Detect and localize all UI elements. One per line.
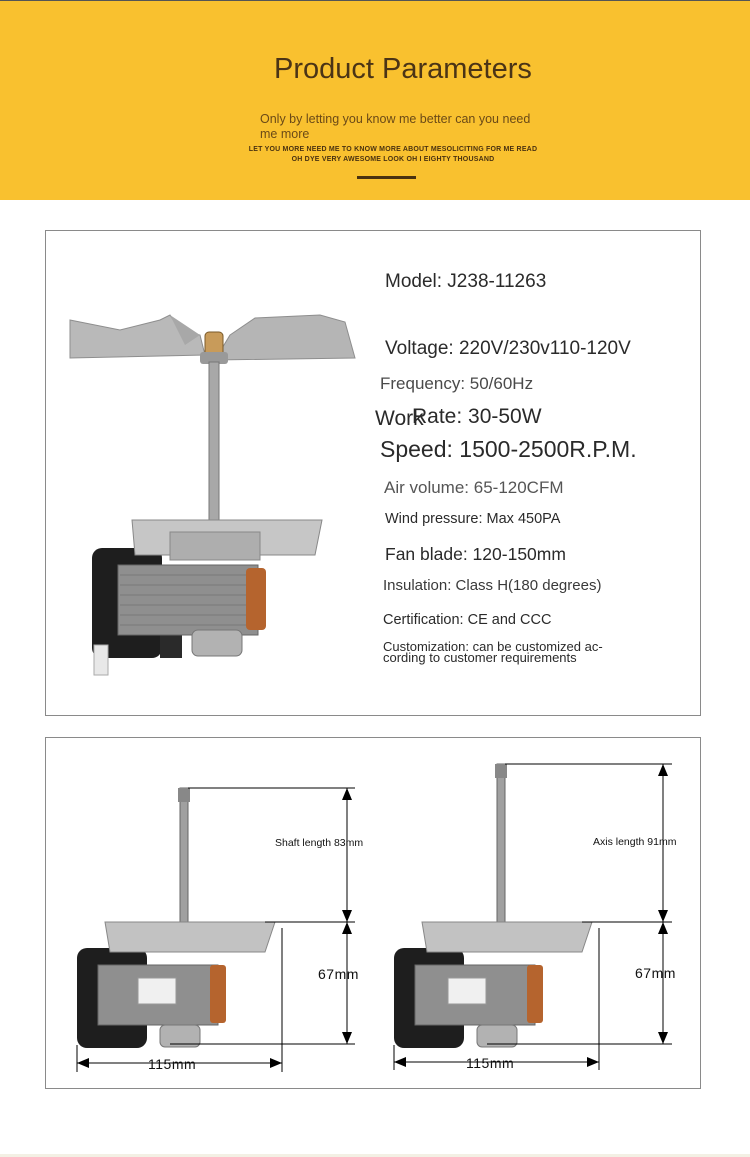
header-banner bbox=[0, 0, 750, 200]
spec-customization-line-1: Customization: can be customized ac- bbox=[383, 639, 603, 654]
spec-certification: Certification: CE and CCC bbox=[383, 612, 552, 628]
dimension-left-shaft-label: Shaft length 83mm bbox=[275, 837, 364, 849]
spec-rate: Rate: 30-50W bbox=[412, 405, 542, 428]
motor-product-image bbox=[60, 300, 360, 690]
spec-fan-blade: Fan blade: 120-150mm bbox=[385, 544, 566, 564]
spec-speed: Speed: 1500-2500R.P.M. bbox=[380, 436, 637, 462]
dimension-right-axis-label: Axis length 91mm bbox=[593, 836, 677, 848]
spec-work-label: Work bbox=[375, 407, 424, 430]
spec-frequency: Frequency: 50/60Hz bbox=[380, 374, 534, 393]
dimension-right-width: 115mm bbox=[466, 1055, 515, 1071]
dimension-left-height: 67mm bbox=[318, 966, 359, 982]
banner-caps-line-1: LET YOU MORE NEED ME TO KNOW MORE ABOUT MESOLICITING FOR ME READ bbox=[248, 146, 538, 153]
spec-wind-pressure: Wind pressure: Max 450PA bbox=[385, 511, 561, 527]
spec-insulation: Insulation: Class H(180 degrees) bbox=[383, 577, 602, 594]
spec-customization-line-2: cording to customer requirements bbox=[383, 650, 577, 665]
banner-subtitle: Only by letting you know me better can you need me more bbox=[260, 112, 531, 141]
banner-caps-text bbox=[228, 145, 558, 165]
banner-divider bbox=[357, 176, 416, 179]
dimension-drawing-right bbox=[380, 760, 690, 1080]
spec-customization bbox=[383, 641, 643, 663]
banner-caps-line-2: OH DYE VERY AWESOME LOOK OH I EIGHTY THOUSAND bbox=[291, 156, 495, 163]
page-title: Product Parameters bbox=[274, 53, 532, 85]
spec-air-volume: Air volume: 65-120CFM bbox=[384, 478, 564, 497]
spec-voltage: Voltage: 220V/230v110-120V bbox=[385, 338, 631, 359]
dimension-right-height: 67mm bbox=[635, 965, 676, 981]
spec-model: Model: J238-11263 bbox=[385, 271, 547, 292]
dimension-left-width: 115mm bbox=[148, 1056, 197, 1072]
dimension-drawing-left bbox=[60, 780, 370, 1080]
